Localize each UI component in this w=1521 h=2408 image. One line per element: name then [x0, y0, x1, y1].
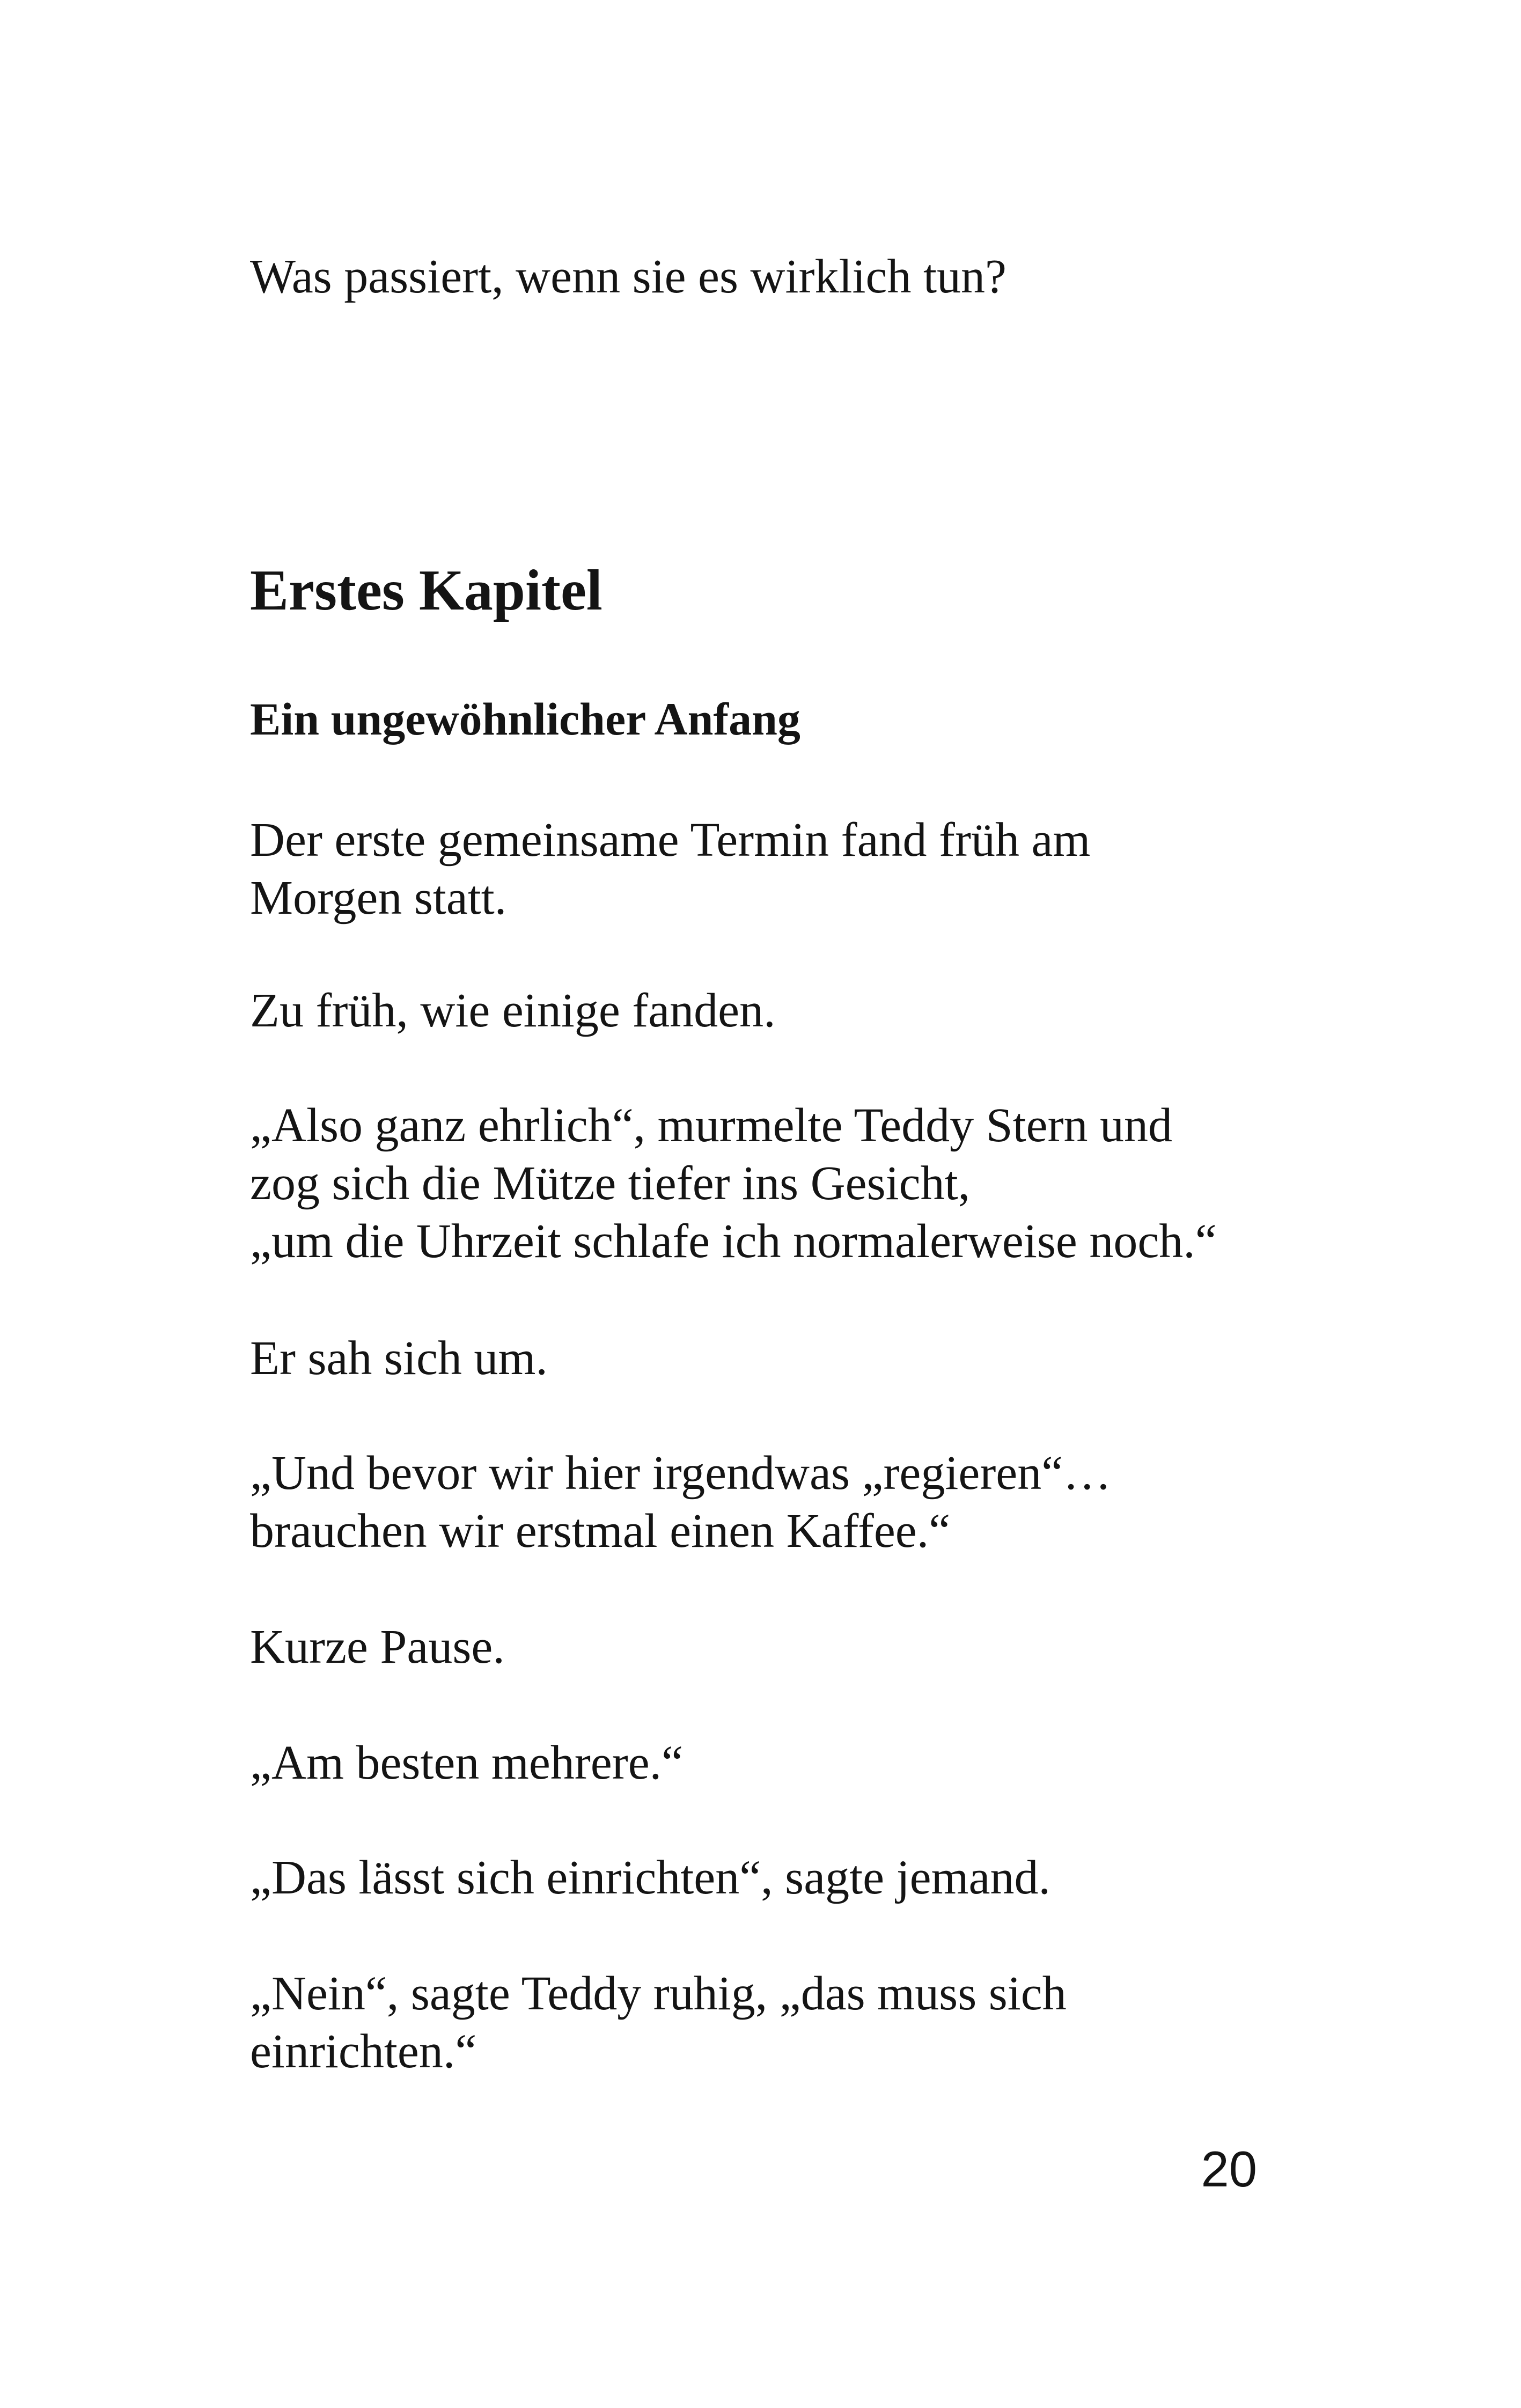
paragraph: „Nein“, sagte Teddy ruhig, „das muss sich einrichten.“ — [250, 1967, 1067, 2078]
paragraph: „Und bevor wir hier irgendwas „regieren“… brauchen wir erstmal einen Kaffee.“ — [250, 1447, 1112, 1558]
section-title: Ein ungewöhnlicher Anfang — [250, 693, 800, 745]
paragraph: Er sah sich um. — [250, 1332, 548, 1385]
paragraph: „Also ganz ehrlich“, murmelte Teddy Stern und zog sich die Mütze tiefer ins Gesicht, „um die Uhrzeit schlafe ich normalerweise noch.“ — [250, 1099, 1217, 1268]
paragraph: „Am besten mehrere.“ — [250, 1736, 684, 1789]
intro-line: Was passiert, wenn sie es wirklich tun? — [250, 250, 1006, 303]
paragraph: Der erste gemeinsame Termin fand früh am Morgen statt. — [250, 813, 1091, 924]
paragraph: „Das lässt sich einrichten“, sagte jemand. — [250, 1851, 1050, 1904]
paragraph: Zu früh, wie einige fanden. — [250, 984, 776, 1037]
page-number: 20 — [1201, 2141, 1257, 2197]
chapter-title: Erstes Kapitel — [250, 559, 602, 622]
paragraph: Kurze Pause. — [250, 1620, 505, 1673]
